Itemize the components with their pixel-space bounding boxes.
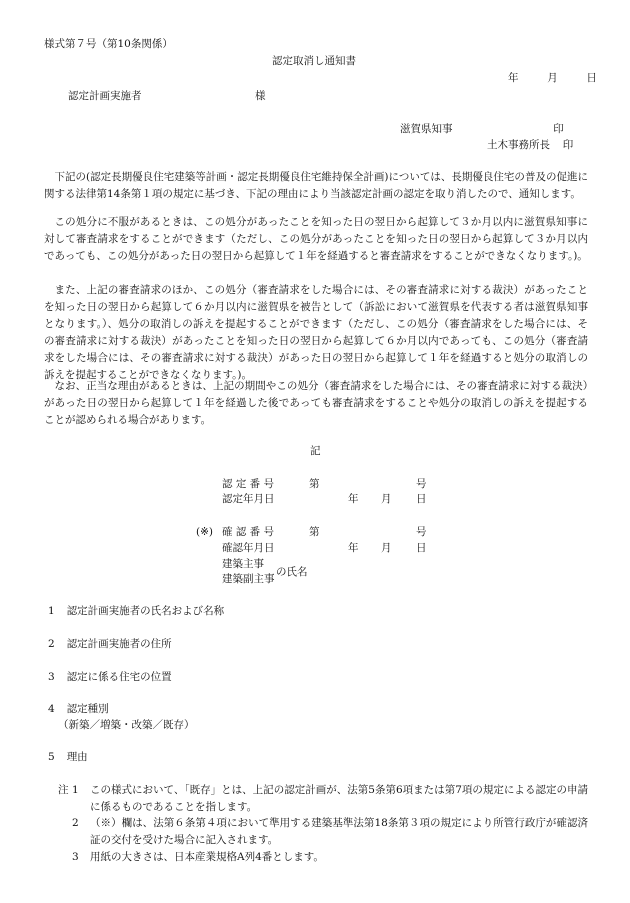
date-day-label: 日 — [586, 72, 597, 84]
item-label: 認定に係る住宅の位置 — [66, 671, 172, 683]
date-year-label: 年 — [508, 72, 519, 84]
note-1-text: この様式において、「既存」とは、上記の認定計画が、法第5条第6項または第7項の規定による認定の申請に係るものであることを指します。 — [90, 784, 588, 813]
confirm-date-month: 月 — [381, 542, 392, 554]
date-line — [508, 70, 597, 87]
body-paragraph-1: 下記の(認定長期優良住宅建築等計画・認定長期優良住宅維持保全計画)については、長期優良住宅の普及の促進に関する法律第14条第１項の規定に基づき、下記の理由により当該認定計画の認定を取り消したので、通知します。 — [44, 171, 588, 200]
governor-label: 滋賀県知事 — [400, 123, 453, 135]
deputy-official-label: 建築副主事 — [222, 573, 275, 585]
body-paragraph-2: この処分に不服があるときは、この処分があったことを知った日の翌日から起算して３か月以内に滋賀県知事に対して審査請求をすることができます（ただし、この処分があったことを知った日の翌日から起算して３か月以内であっても、この処分があった日の翌日から起算して１年を経過すると審査請求をすることができなくなります。)。 — [44, 216, 588, 262]
item-number: 1 — [48, 605, 55, 617]
confirm-number-label: 確 認 番 号 — [222, 526, 275, 538]
confirm-mark: (※) — [196, 526, 213, 538]
cert-number-suffix: 号 — [416, 478, 427, 490]
cert-date-day: 日 — [416, 493, 427, 505]
addressee-honorific: 様 — [255, 90, 266, 102]
issuer-governor — [400, 121, 564, 138]
confirm-date-year: 年 — [348, 542, 359, 554]
name-suffix: の氏名 — [276, 566, 308, 578]
item-2 — [48, 636, 172, 653]
note-1-number: 1 — [72, 784, 79, 796]
item-1 — [48, 603, 224, 620]
item-5 — [48, 749, 88, 766]
governor-seal-mark: 印 — [553, 123, 564, 135]
note-2-number: 2 — [72, 817, 79, 829]
issuer-office-head — [487, 137, 573, 154]
note-3-text: 用紙の大きさは、日本産業規格A列4番とします。 — [90, 851, 324, 863]
item-number: 4 — [48, 703, 55, 715]
item-label: 認定種別 — [66, 703, 109, 715]
item-label: 認定計画実施者の氏名および名称 — [66, 605, 225, 617]
body-paragraph-4: なお、正当な理由があるときは、上記の期間やこの処分（審査請求をした場合には、その審査請求に対する裁決）があった日の翌日から起算して１年を経過した後であっても審査請求をすることや処分の取消しの訴えを提起することが認められる場合があります。 — [44, 380, 588, 426]
item-number: 5 — [48, 751, 55, 763]
note-prefix: 注 — [58, 784, 69, 796]
item-4-sub: （新築／増築・改築／既存） — [58, 719, 195, 731]
cert-number-label: 認 定 番 号 — [222, 478, 275, 490]
office-head-seal-mark: 印 — [562, 139, 574, 151]
cert-date-year: 年 — [348, 493, 359, 505]
confirm-number-suffix: 号 — [416, 526, 427, 538]
building-official-label: 建築主事 — [222, 558, 264, 570]
note-2-text: （※）欄は、法第６条第４項において準用する建築基準法第18条第３項の規定により所管行政庁が確認済証の交付を受けた場合に記入されます。 — [90, 817, 588, 846]
form-number: 様式第７号（第10条関係） — [44, 38, 173, 50]
confirm-date-label: 確認年月日 — [222, 542, 275, 554]
item-label: 理由 — [66, 751, 88, 763]
confirm-date-day: 日 — [416, 542, 427, 554]
addressee-label: 認定計画実施者 — [68, 90, 142, 102]
document-title: 認定取消し通知書 — [272, 55, 356, 67]
body-paragraph-3: また、上記の審査請求のほか、この処分（審査請求をした場合には、その審査請求に対する裁決）があったことを知った日の翌日から起算して６か月以内に滋賀県を被告として（訴訟において滋賀県を代表する者は滋賀県知事となります。）、処分の取消しの訴えを提起することができます（ただし、この処分（審査請求をした場合には、その審査請求に対する裁決）があったことを知った日の翌日から起算して６か月以内であっても、この処分（審査請求をした場合には、その審査請求に対する裁決）があった日の翌日から起算して１年を経過すると処分の取消しの訴えを提起することができなくなります。)。 — [44, 284, 588, 381]
office-head-label: 土木事務所長 — [487, 139, 550, 151]
cert-number-prefix: 第 — [309, 478, 320, 490]
item-number: 2 — [48, 638, 55, 650]
note-3-number: 3 — [72, 851, 79, 863]
item-number: 3 — [48, 671, 55, 683]
item-label: 認定計画実施者の住所 — [66, 638, 172, 650]
cert-date-month: 月 — [381, 493, 392, 505]
date-month-label: 月 — [547, 72, 558, 84]
record-heading: 記 — [310, 445, 321, 457]
confirm-number-prefix: 第 — [309, 526, 320, 538]
cert-date-label: 認定年月日 — [222, 493, 275, 505]
item-4 — [48, 701, 109, 718]
item-3 — [48, 669, 172, 686]
